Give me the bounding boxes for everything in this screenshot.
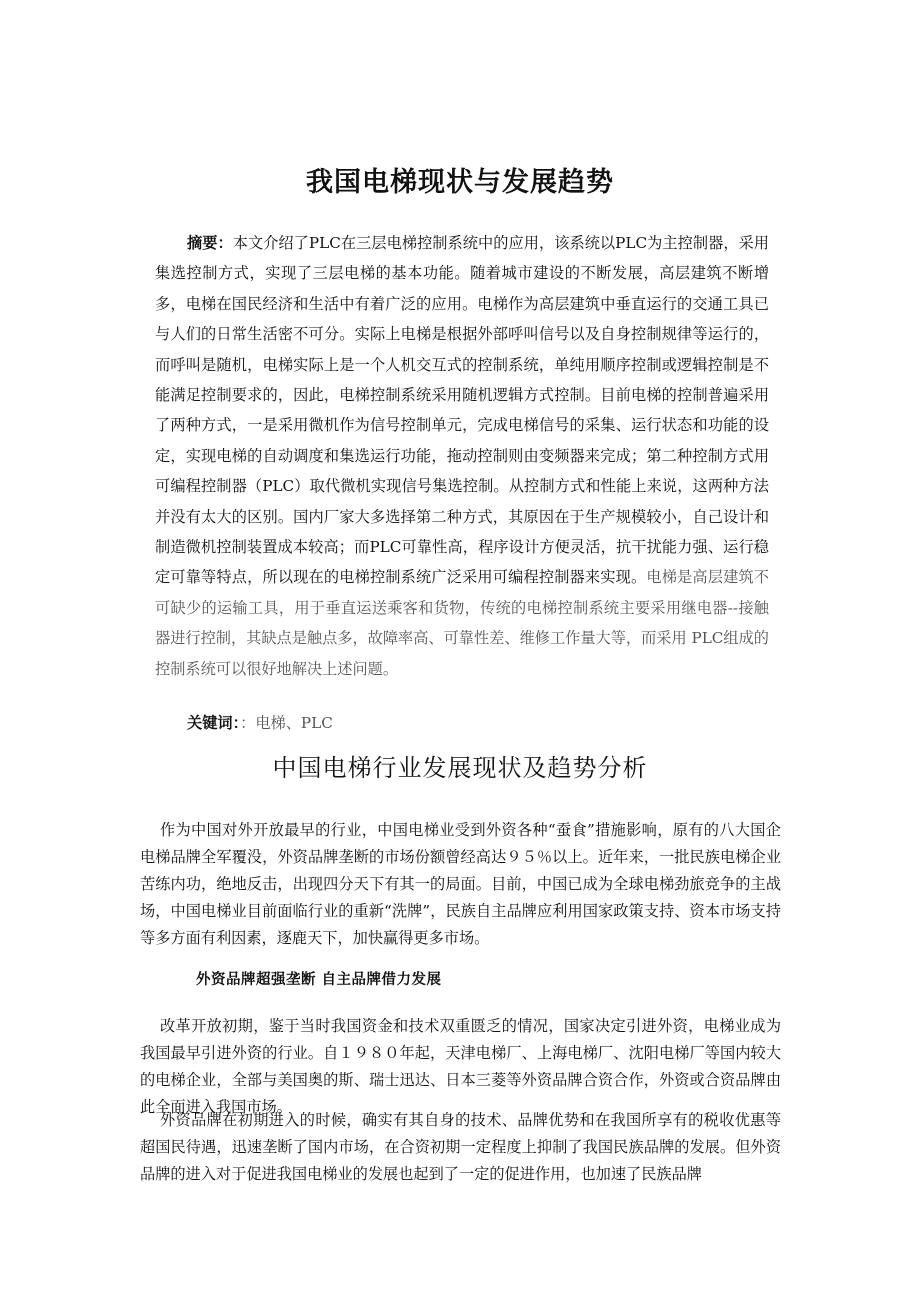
document-title: 我国电梯现状与发展趋势 <box>306 167 614 198</box>
body-paragraph-3: 外资品牌在初期进入的时候，确实有其自身的技术、品牌优势和在我国所享有的税收优惠等超国民待遇，迅速垄断了国内市场，在合资初期一定程度上抑制了我国民族品牌的发展。但外资品牌的进入对于促进我国电梯业的发展也起到了一定的促进作用，也加速了民族品牌 <box>140 1111 781 1183</box>
keywords-value: ：电梯、PLC <box>240 714 333 732</box>
keywords-label: 关键词： <box>187 714 241 732</box>
abstract-text: 本文介绍了PLC在三层电梯控制系统中的应用，该系统以PLC为主控制器，采用集选控制方式，实现了三层电梯的基本功能。随着城市建设的不断发展，高层建筑不断增多，电梯在国民经济和生活中有着广泛的应用。电梯作为高层建筑中垂直运行的交通工具已与人们的日常生活密不可分。实际上电梯是根据外部呼叫信号以及自身控制规律等运行的，而呼叫是随机，电梯实际上是一个人机交互式的控制系统，单纯用顺序控制或逻辑控制是不能满足控制要求的，因此，电梯控制系统采用随机逻辑方式控制。目前电梯的控制普遍采用了两种方式，一是采用微机作为信号控制单元，完成电梯信号的采集、运行状态和功能的设定，实现电梯的自动调度和集选运行功能，拖动控制则由变频器来完成；第二种控制方式用可编程控制器（PLC）取代微机实现信号集选控制。从控制方式和性能上来说，这两种方法并没有太大的区别。国内厂家大多选择第二种方式，其原因在于生产规模较小，自己设计和制造微机控制装置成本较高；而PLC可靠性高，程序设计方便灵活，抗干扰能力强、运行稳定可靠等特点，所以现在的电梯控制系统广泛采用可编程控制器来实现。 <box>155 234 769 587</box>
section-title: 中国电梯行业发展现状及趋势分析 <box>272 754 648 782</box>
abstract-label: 摘要： <box>187 234 233 252</box>
abstract-grey-text: 电梯是高层建筑不可缺少的运输工具，用于垂直运送乘客和货物，传统的电梯控制系统主要采用继电器--接触器进行控制，其缺点是触点多，故障率高、可靠性差、维修工作量大等，而采用 PLC组成的控制系统可以很好地解决上述问题。 <box>155 568 770 678</box>
abstract-paragraph <box>155 228 769 684</box>
keywords-line <box>187 708 333 738</box>
body-paragraph-2: 改革开放初期，鉴于当时我国资金和技术双重匮乏的情况，国家决定引进外资，电梯业成为我国最早引进外资的行业。自１９８０年起，天津电梯厂、上海电梯厂、沈阳电梯厂等国内较大的电梯企业，全部与美国奥的斯、瑞士迅达、日本三菱等外资品牌合资合作，外资或合资品牌由此全面进入我国市场。 <box>140 1017 781 1116</box>
body-paragraph-1: 作为中国对外开放最早的行业，中国电梯业受到外资各种“蚕食”措施影响，原有的八大国企电梯品牌全军覆没，外资品牌垄断的市场份额曾经高达９５％以上。近年来，一批民族电梯企业苦练内功，绝地反击，出现四分天下有其一的局面。目前，中国已成为全球电梯劲旅竞争的主战场，中国电梯业目前面临行业的重新“洗牌”，民族自主品牌应利用国家政策支持、资本市场支持等多方面有利因素，逐鹿天下，加快赢得更多市场。 <box>140 821 781 947</box>
subheading: 外资品牌超强垄断 自主品牌借力发展 <box>196 972 442 988</box>
